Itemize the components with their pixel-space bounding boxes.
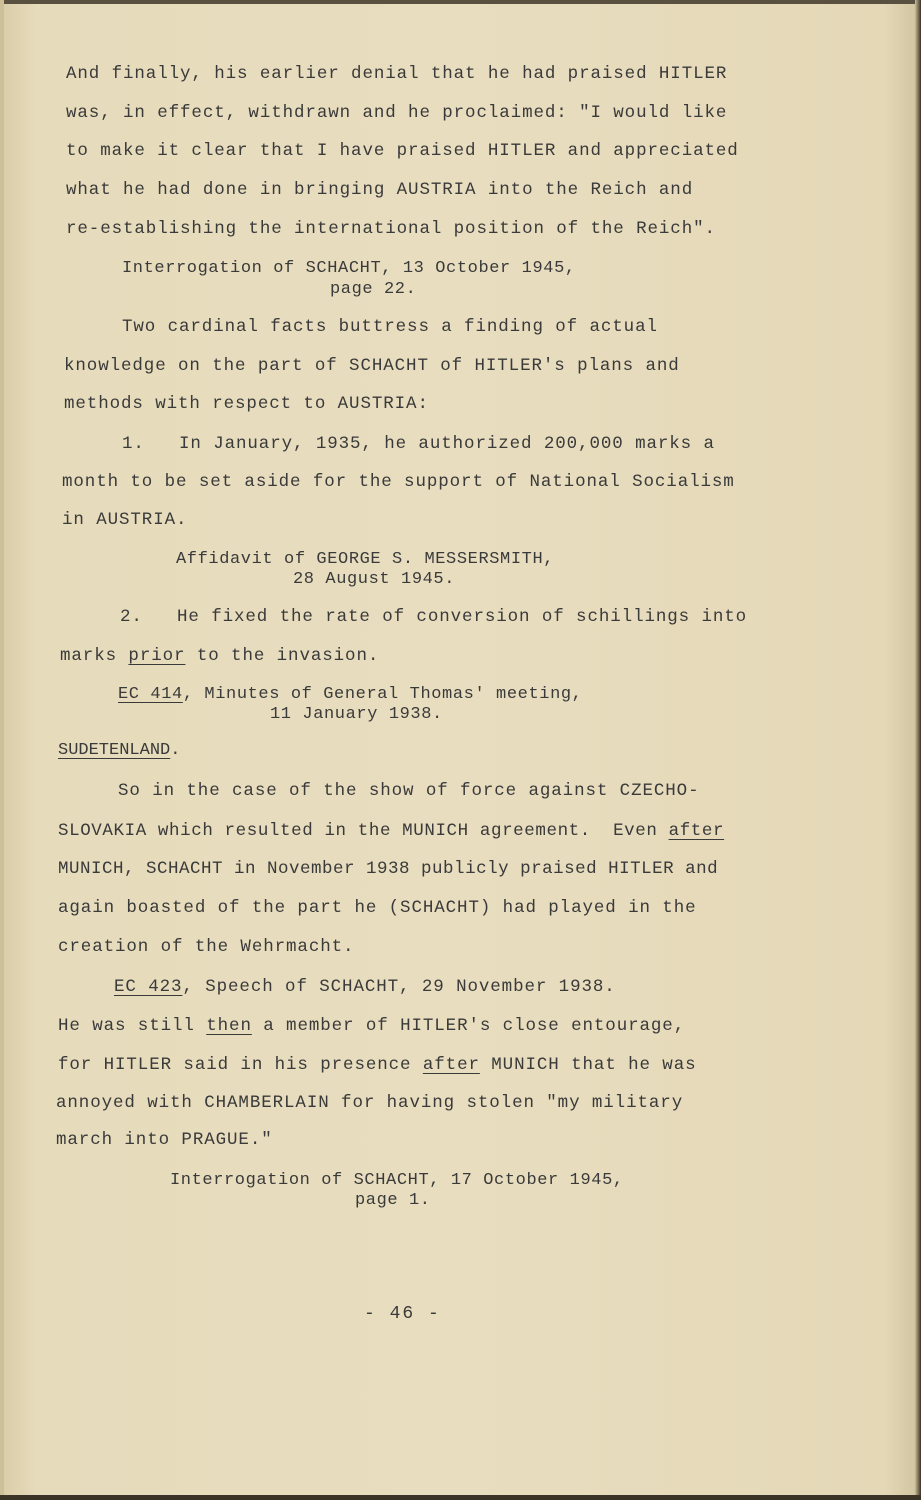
section-heading-label: SUDETENLAND <box>58 741 171 760</box>
text-line: march into PRAGUE." <box>56 1130 273 1150</box>
text-line: re-establishing the international position of the Reich". <box>66 219 716 239</box>
text-run: a member of HITLER's close entourage, <box>251 1016 686 1036</box>
section-heading-punct: . <box>170 741 181 760</box>
citation-line: page 22. <box>330 280 417 299</box>
underlined-word: after <box>668 821 725 841</box>
underlined-word: prior <box>128 646 186 666</box>
page-number: - 46 - <box>364 1304 441 1324</box>
text-line: methods with respect to AUSTRIA: <box>64 394 429 414</box>
page-edge-bottom <box>0 1495 921 1500</box>
text-line: Two cardinal facts buttress a finding of actual <box>122 317 658 337</box>
text-line: He fixed the rate of conversion of schillings into <box>177 607 748 627</box>
citation-line: Interrogation of SCHACHT, 17 October 1945, <box>170 1171 624 1190</box>
citation-line: 28 August 1945. <box>293 570 456 589</box>
section-heading-sudetenland <box>58 741 180 760</box>
citation-line <box>118 685 582 704</box>
text-run: , Minutes of General Thomas' meeting, <box>182 685 583 704</box>
text-run: MUNICH that he was <box>479 1055 697 1075</box>
text-run: , Speech of SCHACHT, 29 November 1938. <box>182 977 616 997</box>
text-line: So in the case of the show of force against CZECHO- <box>118 781 700 801</box>
citation-line: Affidavit of GEORGE S. MESSERSMITH, <box>176 550 555 569</box>
page-edge-right <box>915 0 921 1500</box>
underlined-word: after <box>422 1055 480 1075</box>
text-line: knowledge on the part of SCHACHT of HITLER's plans and <box>64 356 680 376</box>
text-line: creation of the Wehrmacht. <box>58 937 355 957</box>
text-run: He was still <box>58 1016 207 1036</box>
page-edge-left <box>0 0 4 1500</box>
text-line: In January, 1935, he authorized 200,000 marks a <box>179 434 715 454</box>
page-edge-top <box>0 0 921 4</box>
citation-line: page 1. <box>355 1191 431 1210</box>
text-line: what he had done in bringing AUSTRIA into the Reich and <box>66 180 694 200</box>
text-line: was, in effect, withdrawn and he proclaimed: "I would like <box>66 103 728 123</box>
text-line: in AUSTRIA. <box>62 510 188 530</box>
list-item-number: 1. <box>122 434 145 454</box>
text-run: SLOVAKIA which resulted in the MUNICH agreement. Even <box>58 821 669 841</box>
text-line: to make it clear that I have praised HITLER and appreciated <box>66 141 739 161</box>
text-line <box>58 821 724 841</box>
text-line <box>58 1055 697 1075</box>
text-line <box>60 646 379 666</box>
text-line <box>58 1016 685 1036</box>
citation-ec-423 <box>114 977 616 997</box>
text-line: month to be set aside for the support of National Socialism <box>62 472 735 492</box>
citation-line: Interrogation of SCHACHT, 13 October 1945, <box>122 259 576 278</box>
text-line: again boasted of the part he (SCHACHT) had played in the <box>58 898 697 918</box>
text-run: marks <box>60 646 129 666</box>
text-line: MUNICH, SCHACHT in November 1938 publicly praised HITLER and <box>58 859 719 879</box>
exhibit-reference: EC 414 <box>118 685 183 704</box>
text-run: for HITLER said in his presence <box>58 1055 423 1075</box>
citation-line: 11 January 1938. <box>270 705 443 724</box>
underlined-word: then <box>206 1016 252 1036</box>
list-item-number: 2. <box>120 607 143 627</box>
text-run: to the invasion. <box>185 646 380 666</box>
text-line: And finally, his earlier denial that he had praised HITLER <box>66 64 728 84</box>
exhibit-reference: EC 423 <box>114 977 183 997</box>
text-line: annoyed with CHAMBERLAIN for having stolen "my military <box>56 1093 684 1113</box>
